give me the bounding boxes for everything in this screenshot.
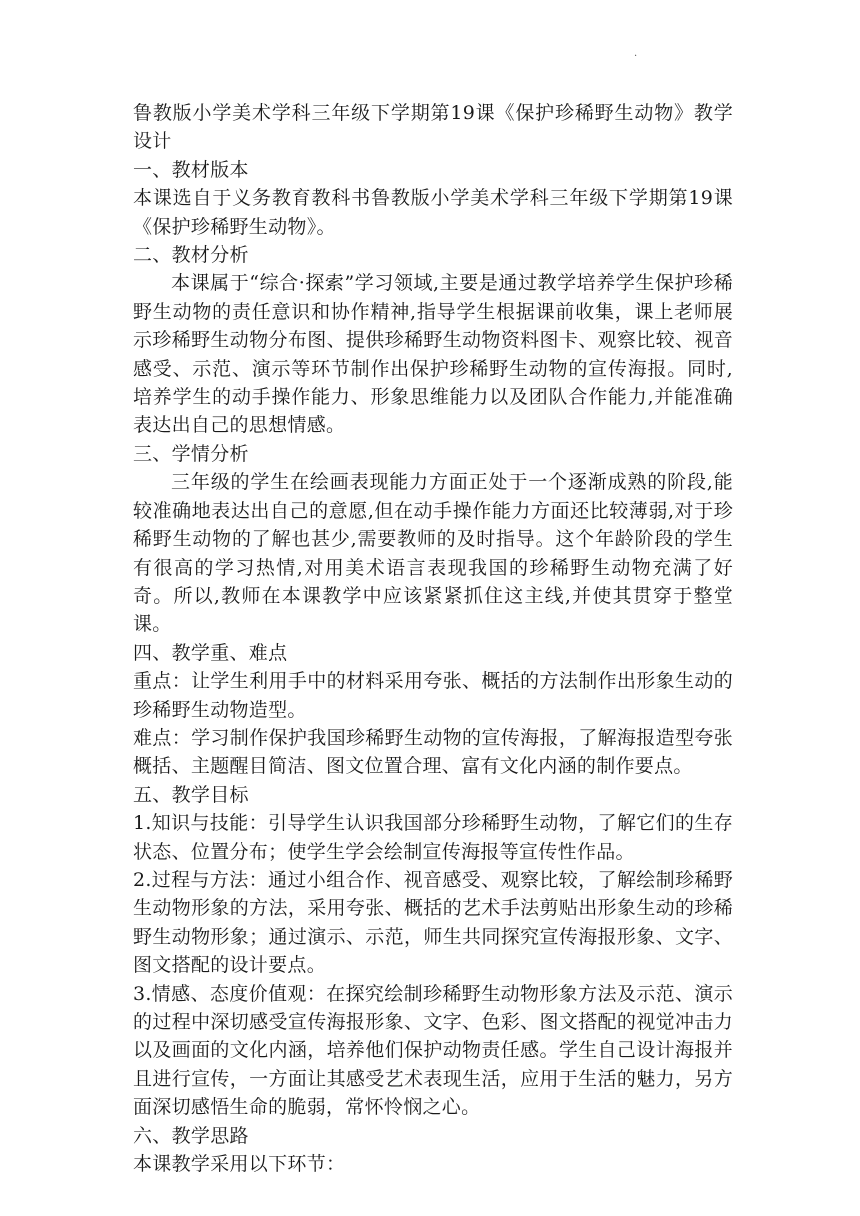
key-point-paragraph: 重点：让学生利用手中的材料采用夸张、概括的方法制作出形象生动的珍稀野生动物造型。 <box>133 670 733 721</box>
section-body-teaching-approach: 本课教学采用以下环节： <box>133 1153 346 1176</box>
section-heading-teaching-approach: 六、教学思路 <box>133 1124 249 1147</box>
section-heading-objectives: 五、教学目标 <box>133 783 249 806</box>
difficult-point-paragraph: 难点：学习制作保护我国珍稀野生动物的宣传海报，了解海报造型夸张概括、主题醒目简洁、图文位置合理、富有文化内涵的制作要点。 <box>133 726 733 778</box>
document-body <box>133 99 733 1178</box>
document-title: 鲁教版小学美术学科三年级下学期第19课《保护珍稀野生动物》教学设计 <box>133 102 733 153</box>
objective-process-methods: 2.过程与方法：通过小组合作、视音感受、观察比较，了解绘制珍稀野生动物形象的方法，采用夸张、概括的艺术手法剪贴出形象生动的珍稀野生动物形象；通过演示、示范，师生共同探究宣传海报形象、文字、图文搭配的设计要点。 <box>133 868 733 977</box>
section-body-material-analysis: 本课属于“综合·探索”学习领域,主要是通过教学培养学生保护珍稀野生动物的责任意识和协作精神,指导学生根据课前收集，课上老师展示珍稀野生动物分布图、提供珍稀野生动物资料图卡、观察比较、视音感受、示范、演示等环节制作出保护珍稀野生动物的宣传海报。同时,培养学生的动手操作能力、形象思维能力以及团队合作能力,并能准确表达出自己的思想情感。 <box>133 272 733 437</box>
section-body-student-analysis: 三年级的学生在绘画表现能力方面正处于一个逐渐成熟的阶段,能较准确地表达出自己的意愿,但在动手操作能力方面还比较薄弱,对于珍稀野生动物的了解也甚少,需要教师的及时指导。这个年龄阶段的学生有很高的学习热情,对用美术语言表现我国的珍稀野生动物充满了好奇。所以,教师在本课教学中应该紧紧抓住这主线,并使其贯穿于整堂课。 <box>133 471 733 636</box>
section-body-edition: 本课选自于义务教育教科书鲁教版小学美术学科三年级下学期第19课《保护珍稀野生动物》。 <box>133 187 733 238</box>
objective-knowledge-skills: 1.知识与技能：引导学生认识我国部分珍稀野生动物，了解它们的生存状态、位置分布；使学生学会绘制宣传海报等宣传性作品。 <box>133 812 733 863</box>
corner-mark: . <box>634 48 638 59</box>
section-heading-key-points: 四、教学重、难点 <box>133 641 288 664</box>
section-heading-material-analysis: 二、教材分析 <box>133 244 249 267</box>
section-heading-edition: 一、教材版本 <box>133 158 249 181</box>
section-heading-student-analysis: 三、学情分析 <box>133 442 249 465</box>
objective-emotion-attitude: 3.情感、态度价值观：在探究绘制珍稀野生动物形象方法及示范、演示的过程中深切感受宣传海报形象、文字、色彩、图文搭配的视觉冲击力以及画面的文化内涵，培养他们保护动物责任感。学生自己设计海报并且进行宣传，一方面让其感受艺术表现生活，应用于生活的魅力，另方面深切感悟生命的脆弱，常怀怜悯之心。 <box>133 982 733 1119</box>
